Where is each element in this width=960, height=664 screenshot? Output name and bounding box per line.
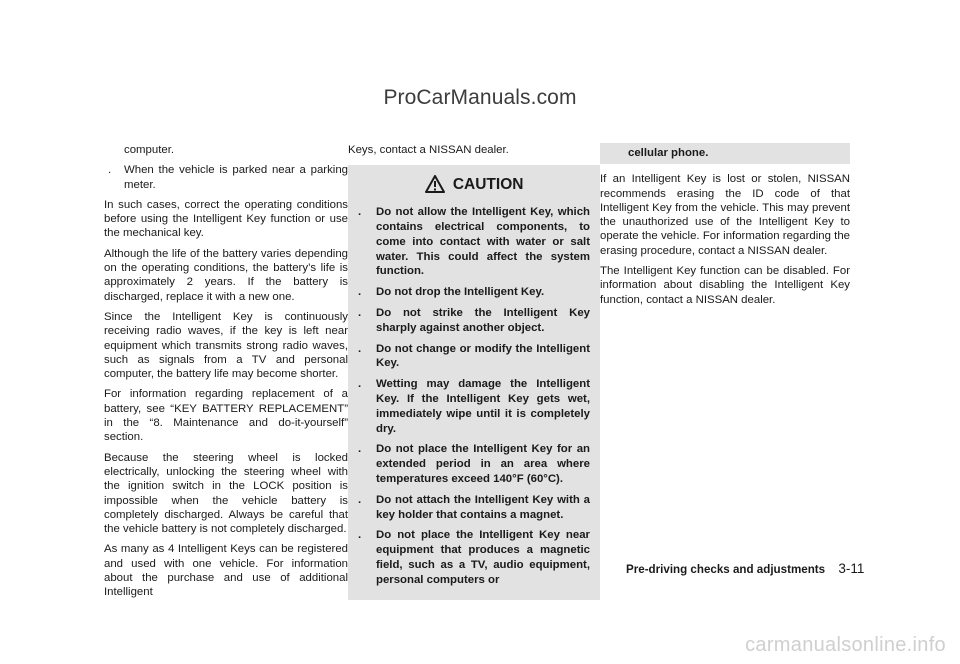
watermark-top: ProCarManuals.com <box>383 86 577 109</box>
column-middle <box>348 143 600 600</box>
paragraph: Although the life of the battery varies depending on the operating conditions, the battery’s life is approximately 2 years. If the battery is discharged, replace it with a new one. <box>104 247 348 303</box>
caution-continued-text: cellular phone. <box>628 147 709 159</box>
warning-triangle-icon <box>425 175 445 193</box>
caution-continued-box <box>600 143 850 164</box>
paragraph: Because the steering wheel is locked electrically, unlocking the steering wheel with the ignition switch in the LOCK position is impossible when the vehicle battery is completely discharged. Always be careful that the vehicle battery is not completely discharged. <box>104 451 348 536</box>
column-right <box>600 143 850 313</box>
paragraph: The Intelligent Key function can be disabled. For information about disabling the Intelligent Key function, contact a NISSAN dealer. <box>600 265 850 306</box>
paragraph: For information regarding replacement of a battery, see “KEY BATTERY REPLACEMENT” in the “8. Maintenance and do-it-yourself” section. <box>104 388 348 444</box>
page-number: 3-11 <box>838 561 865 576</box>
caution-title: CAUTION <box>452 176 524 194</box>
caution-item: . Wetting may damage the Intelligent Key. If the Intelligent Key gets wet, immediately wipe until it is completely dry. <box>358 378 590 435</box>
caution-item: . Do not drop the Intelligent Key. <box>358 286 545 299</box>
list-item <box>104 163 348 192</box>
bullet-marker: . <box>108 164 112 177</box>
caution-item: . Do not attach the Intelligent Key with a key holder that contains a magnet. <box>358 493 590 521</box>
caution-heading <box>358 175 590 193</box>
paragraph: Since the Intelligent Key is continuously receiving radio waves, if the key is left near equipment which transmits strong radio waves, such as signals from a TV and personal computer, the battery life may become shorter. <box>104 310 348 381</box>
caution-item: . Do not strike the Intelligent Key sharply against another object. <box>358 307 590 334</box>
paragraph: If an Intelligent Key is lost or stolen, NISSAN recommends erasing the ID code of that Intelligent Key from the vehicle. This may prevent the unauthorized use of the Intelligent Key to operate the vehicle. For information regarding the erasing procedure, contact a NISSAN dealer. <box>600 173 850 257</box>
caution-box <box>348 165 600 599</box>
continued-text: computer. <box>124 144 175 156</box>
watermark-bottom: carmanualsonline.info <box>745 634 946 656</box>
section-title: Pre-driving checks and adjustments <box>626 563 826 576</box>
paragraph: In such cases, correct the operating conditions before using the Intelligent Key function or use the mechanical key. <box>104 198 348 240</box>
caution-item: . Do not place the Intelligent Key near equipment that produces a magnetic field, such as a TV, audio equipment, personal computers or <box>358 529 590 586</box>
caution-item: . Do not place the Intelligent Key for an extended period in an area where temperatures exceed 140°F (60°C). <box>358 443 590 486</box>
column-left <box>104 143 348 606</box>
paragraph: As many as 4 Intelligent Keys can be registered and used with one vehicle. For information about the purchase and use of additional Intelligent <box>104 543 348 599</box>
page-footer <box>626 561 864 576</box>
caution-item: . Do not allow the Intelligent Key, which contains electrical components, to come into contact with water or salt water. This could affect the system function. <box>358 206 590 278</box>
list-item-text: When the vehicle is parked near a parking meter. <box>124 164 348 191</box>
continued-text: Keys, contact a NISSAN dealer. <box>348 144 509 156</box>
caution-item: . Do not change or modify the Intelligent Key. <box>358 342 590 370</box>
